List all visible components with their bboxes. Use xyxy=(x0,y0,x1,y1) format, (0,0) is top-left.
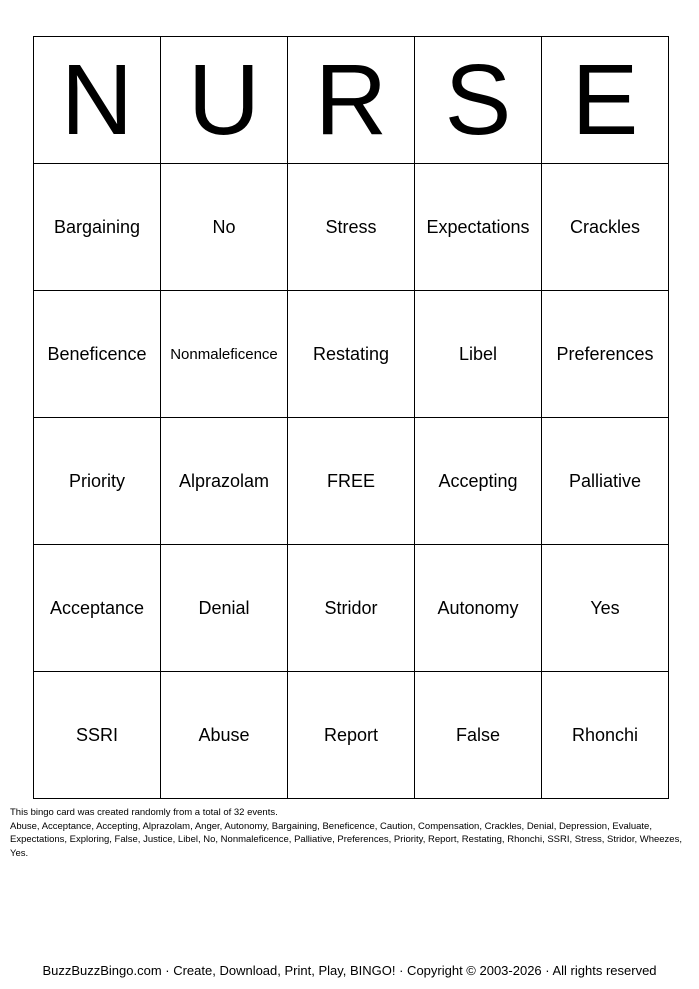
bingo-cell: Priority xyxy=(34,418,161,545)
card-row xyxy=(34,418,669,545)
bingo-cell: Crackles xyxy=(542,164,669,291)
card-row xyxy=(34,164,669,291)
bingo-cell: Beneficence xyxy=(34,291,161,418)
bingo-cell: Bargaining xyxy=(34,164,161,291)
bingo-cell: Rhonchi xyxy=(542,672,669,799)
bingo-cell: Yes xyxy=(542,545,669,672)
bingo-cell: Libel xyxy=(415,291,542,418)
card-row xyxy=(34,545,669,672)
header-letter-r: R xyxy=(288,37,415,164)
bingo-cell: Stridor xyxy=(288,545,415,672)
header-letter-u: U xyxy=(161,37,288,164)
bingo-cell: Restating xyxy=(288,291,415,418)
card-row xyxy=(34,672,669,799)
card-info-note xyxy=(10,806,690,860)
bingo-cell: Autonomy xyxy=(415,545,542,672)
header-row xyxy=(34,37,669,164)
bingo-cell: Preferences xyxy=(542,291,669,418)
bingo-cell: Accepting xyxy=(415,418,542,545)
header-letter-e: E xyxy=(542,37,669,164)
card-row xyxy=(34,291,669,418)
bingo-cell: Acceptance xyxy=(34,545,161,672)
header-letter-s: S xyxy=(415,37,542,164)
bingo-cell: No xyxy=(161,164,288,291)
bingo-cell: Stress xyxy=(288,164,415,291)
note-summary: This bingo card was created randomly from a total of 32 events. xyxy=(10,807,278,818)
bingo-cell: Expectations xyxy=(415,164,542,291)
note-event-list: Abuse, Acceptance, Accepting, Alprazolam, Anger, Autonomy, Bargaining, Beneficence, Caution, Compensation, Crackles, Denial, Depression, Evaluate, Expectations, Exploring, False, Justice, Libel, No, Nonmaleficence, Palliative, Preferences, Priority, Report, Restating, Rhonchi, SSRI, Stress, Stridor, Wheezes, Yes. xyxy=(10,820,682,859)
bingo-cell: Report xyxy=(288,672,415,799)
bingo-cell: Abuse xyxy=(161,672,288,799)
bingo-cell: SSRI xyxy=(34,672,161,799)
bingo-cell: False xyxy=(415,672,542,799)
bingo-cell: Nonmaleficence xyxy=(161,291,288,418)
bingo-cell: Alprazolam xyxy=(161,418,288,545)
page-footer: BuzzBuzzBingo.com · Create, Download, Print, Play, BINGO! · Copyright © 2003-2026 · All rights reserved xyxy=(42,963,657,978)
bingo-cell: Denial xyxy=(161,545,288,672)
bingo-cell: Palliative xyxy=(542,418,669,545)
free-space-cell: FREE xyxy=(288,418,415,545)
header-letter-n: N xyxy=(34,37,161,164)
bingo-card xyxy=(33,36,669,799)
